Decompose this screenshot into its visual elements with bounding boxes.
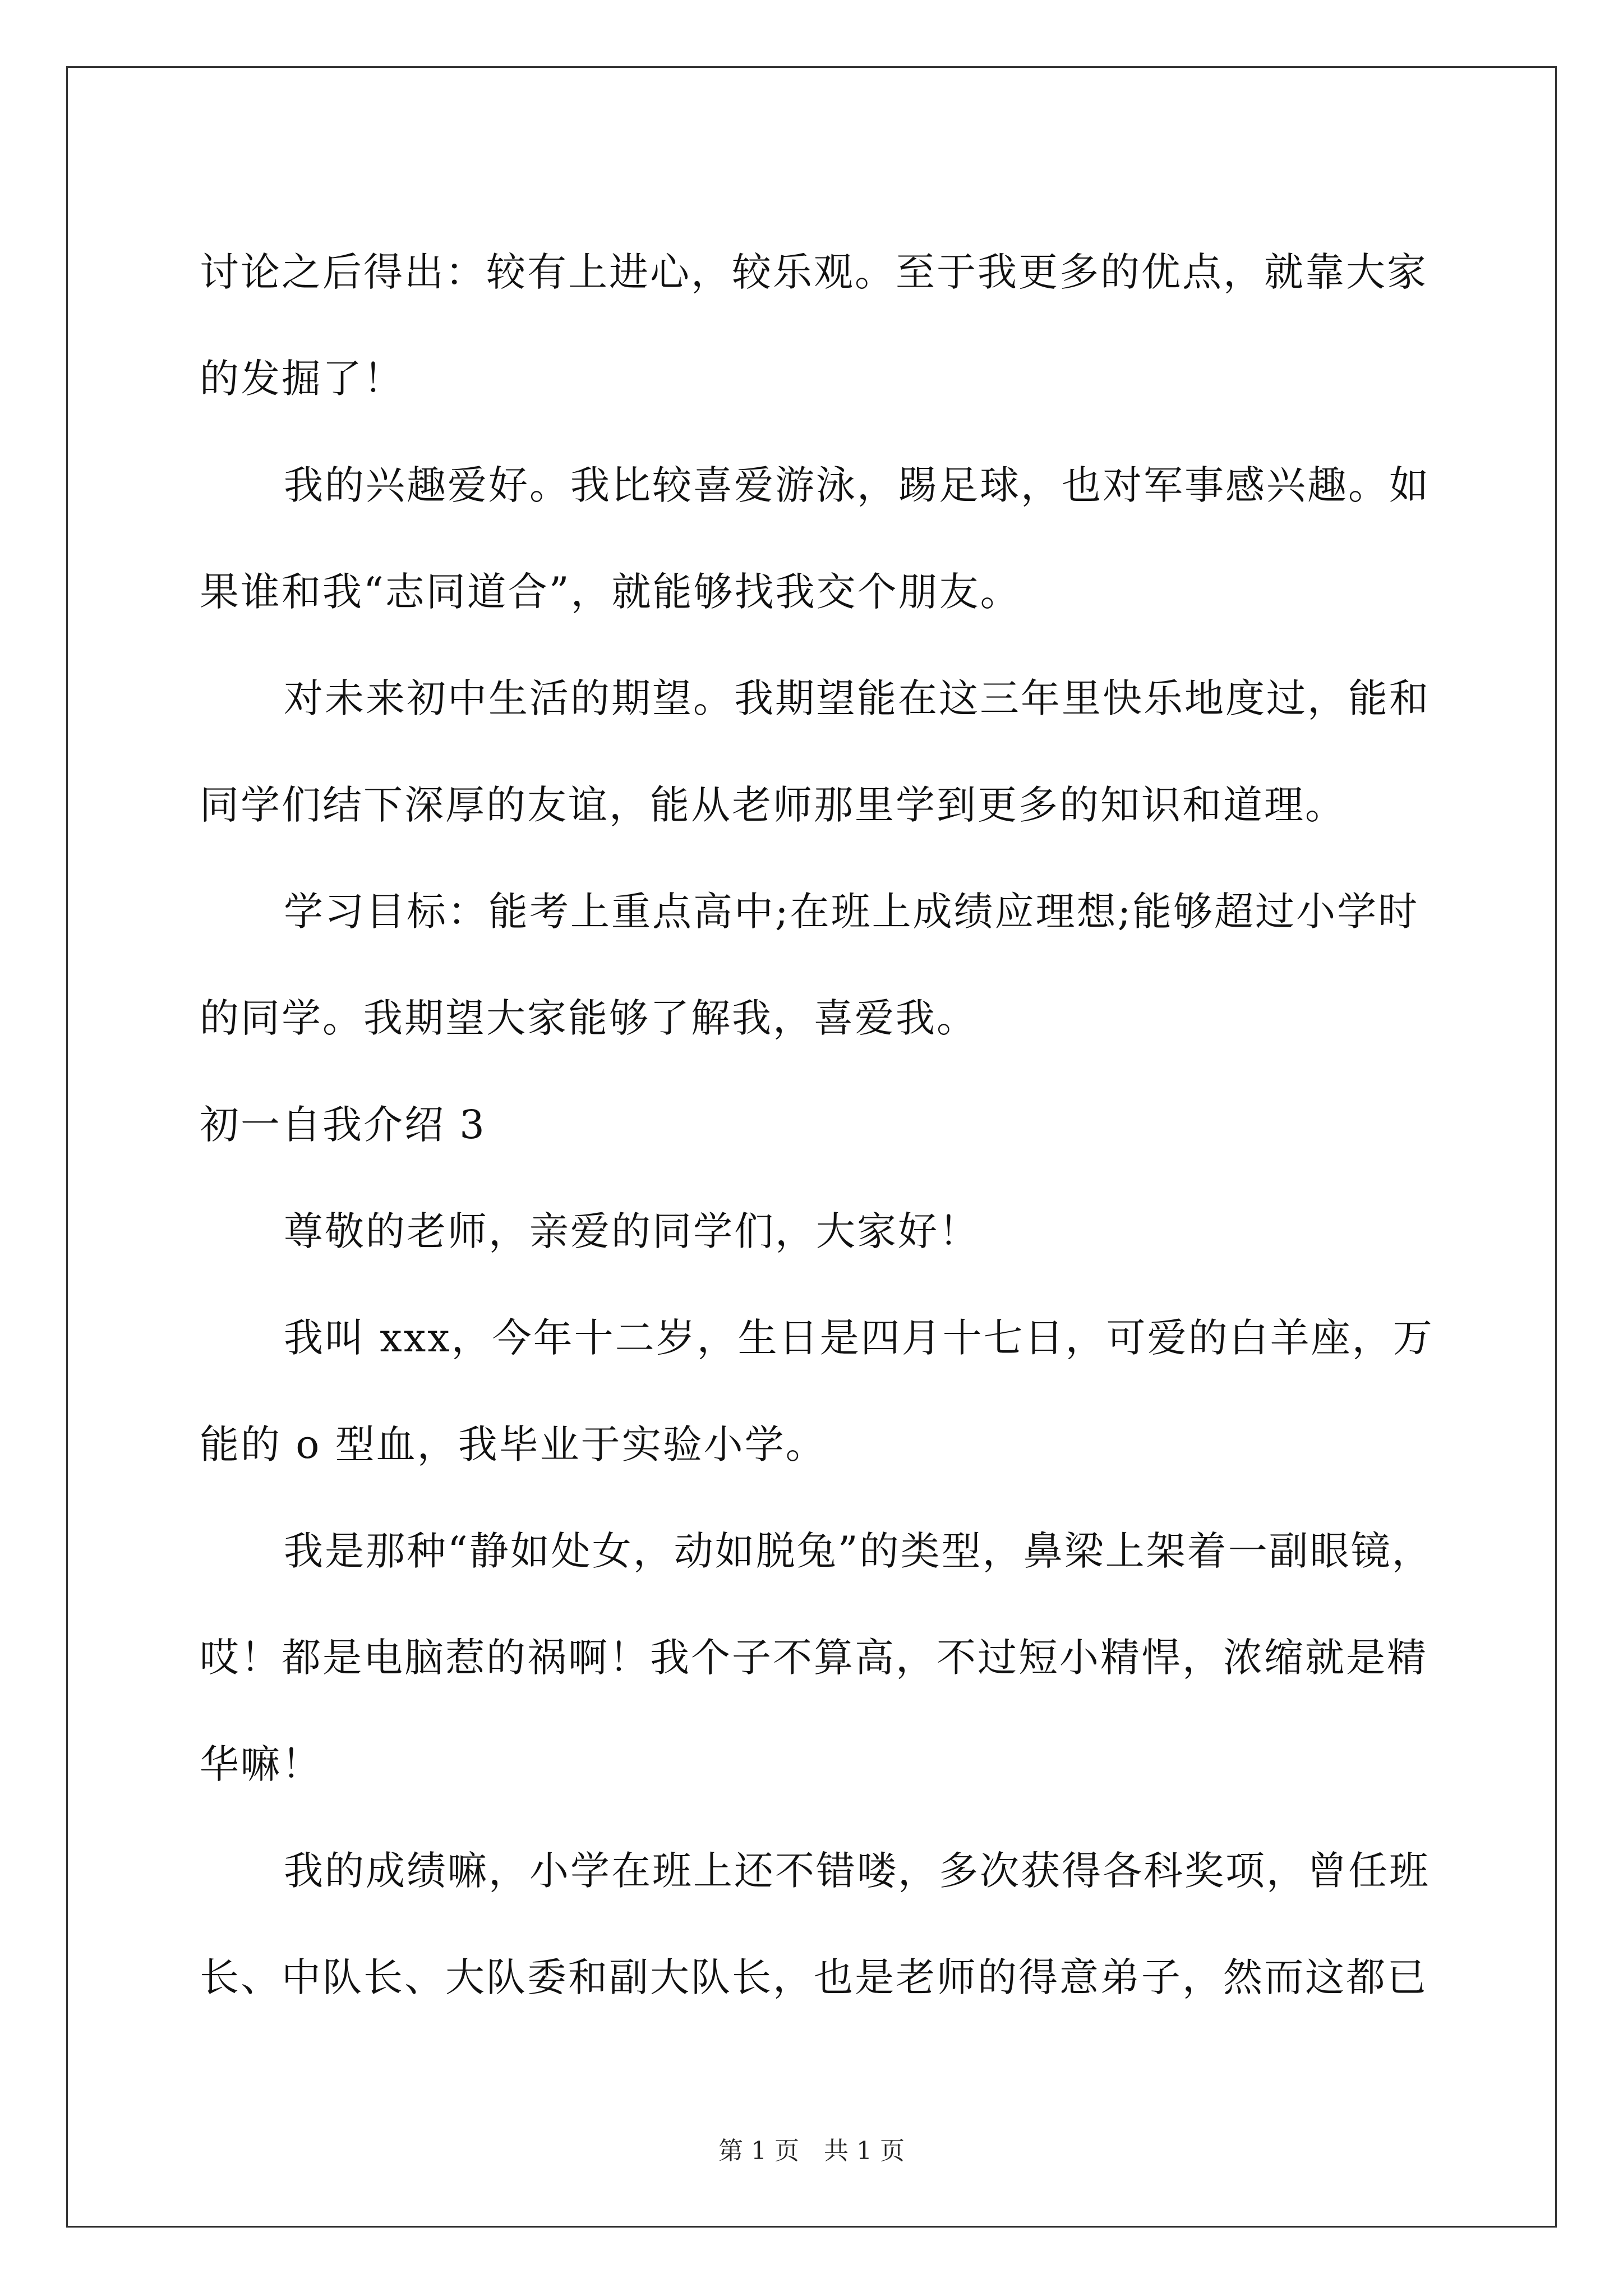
text-line: 果谁和我“志同道合”，就能够找我交个朋友。 [200, 569, 1021, 615]
text-line: 的同学。我期望大家能够了解我，喜爱我。 [200, 995, 978, 1041]
paragraph-start-line: 我叫 xxx，今年十二岁，生日是四月十七日，可爱的白羊座，万 [284, 1315, 1434, 1361]
paragraph-start-line: 我的成绩嘛，小学在班上还不错喽，多次获得各科奖项，曾任班 [284, 1848, 1430, 1894]
text-line: 长、中队长、大队委和副大队长，也是老师的得意弟子，然而这都已 [200, 1954, 1428, 2000]
paragraph-start-line: 学习目标：能考上重点高中;在班上成绩应理想;能够超过小学时 [284, 889, 1419, 935]
page-footer: 第 1 页 共 1 页 [718, 2137, 905, 2165]
document-body [200, 219, 1434, 2031]
paragraph-start-line: 我是那种“静如处女，动如脱兔”的类型，鼻梁上架着一副眼镜， [284, 1528, 1433, 1574]
text-line: 的发掘了！ [200, 356, 404, 402]
section-heading: 初一自我介绍 3 [200, 1102, 486, 1148]
text-line: 华嘛！ [200, 1741, 322, 1787]
text-line: 哎！都是电脑惹的祸啊！我个子不算高，不过短小精悍，浓缩就是精 [200, 1635, 1428, 1681]
text-line: 同学们结下深厚的友谊，能从老师那里学到更多的知识和道理。 [200, 782, 1346, 828]
text-line: 能的 o 型血，我毕业于实验小学。 [200, 1421, 827, 1467]
greeting-line: 尊敬的老师，亲爱的同学们，大家好！ [284, 1208, 980, 1254]
text-line: 讨论之后得出：较有上进心，较乐观。至于我更多的优点，就靠大家 [200, 249, 1428, 295]
paragraph-start-line: 我的兴趣爱好。我比较喜爱游泳，踢足球，也对军事感兴趣。如 [284, 462, 1430, 508]
paragraph-start-line: 对未来初中生活的期望。我期望能在这三年里快乐地度过，能和 [284, 675, 1430, 721]
